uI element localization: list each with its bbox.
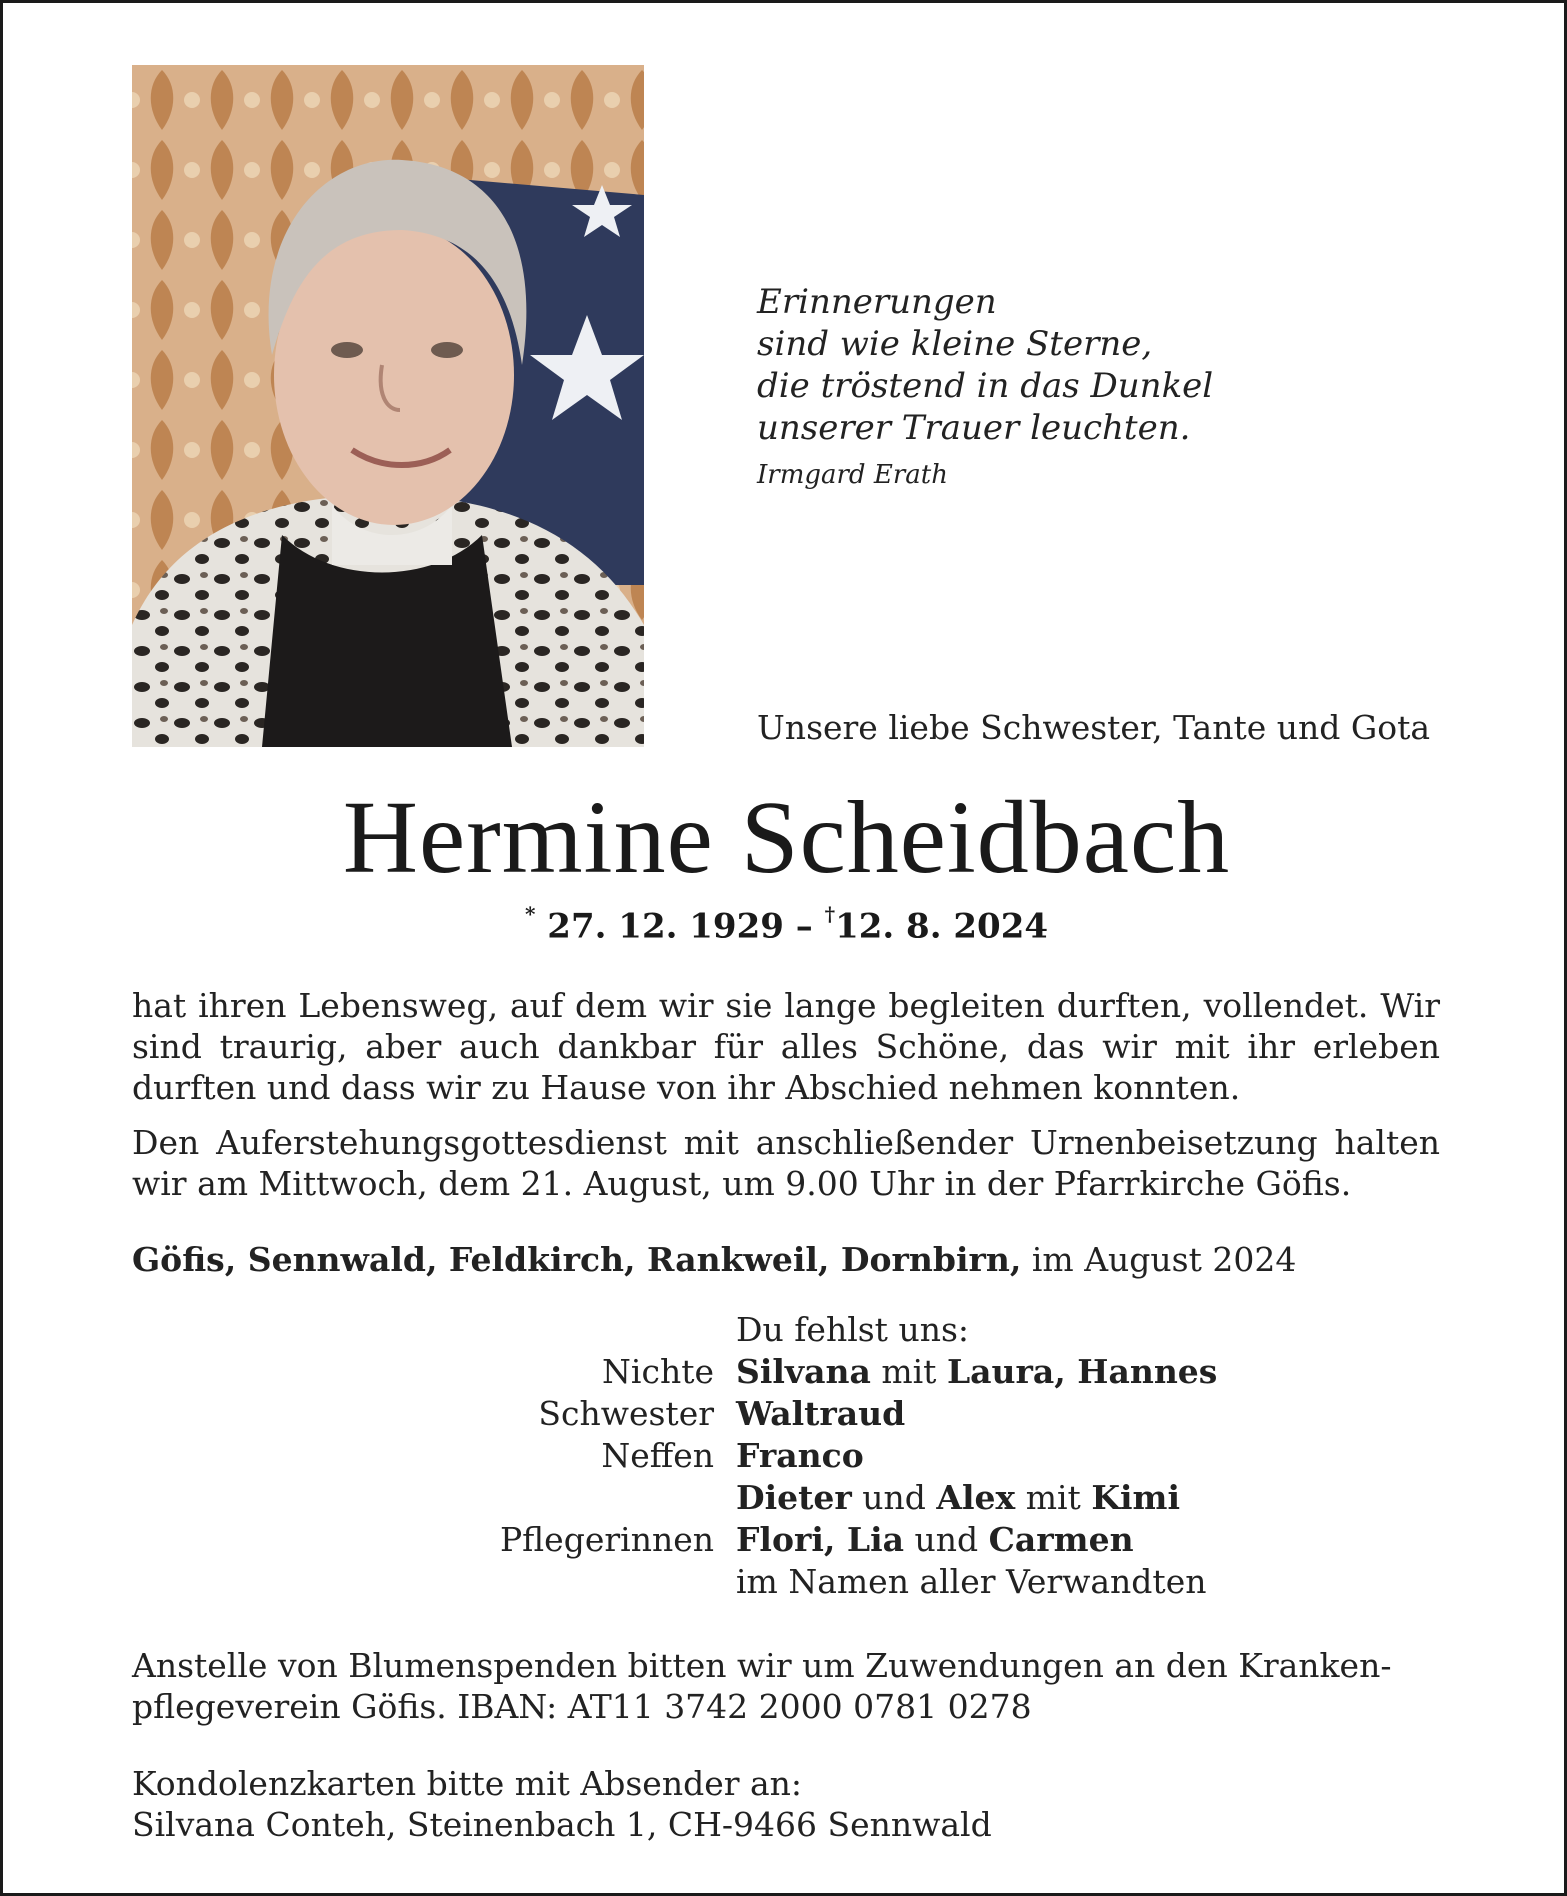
deceased-name: Hermine Scheidbach: [342, 780, 1231, 895]
quote-line: die tröstend in das Dunkel: [757, 366, 1214, 406]
family-row: [3, 1519, 1567, 1561]
family-relation: Schwester: [538, 1394, 714, 1433]
quote-line: unserer Trauer leuchten.: [757, 408, 1191, 448]
family-name-part: und: [904, 1520, 989, 1559]
family-name-part: Waltraud: [736, 1394, 906, 1433]
family-heading-row: [3, 1309, 1567, 1351]
donation-line: pflegeverein Göfis. IBAN: AT11 3742 2000 0781 0278: [132, 1687, 1032, 1726]
condolence-line: Silvana Conteh, Steinenbach 1, CH-9466 Sennwald: [132, 1805, 992, 1844]
family-name-part: Laura, Hannes: [946, 1352, 1218, 1391]
family-row: [3, 1561, 1567, 1603]
places-and-date: [132, 1240, 1296, 1279]
announcement-date: im August 2024: [1031, 1240, 1297, 1279]
family-name-part: Dieter: [736, 1478, 852, 1517]
family-name-part: im Namen aller Verwandten: [736, 1562, 1207, 1601]
date-separator: –: [795, 906, 813, 947]
family-name-part: Alex: [936, 1478, 1016, 1517]
life-dates: [3, 902, 1567, 947]
portrait-photo-icon: [132, 65, 644, 747]
family-name-part: Franco: [736, 1436, 864, 1475]
family-name-part: Carmen: [988, 1520, 1134, 1559]
announcement-paragraph: hat ihren Lebensweg, auf dem wir sie lange begleiten durften, vollendet. Wir sind traurig, aber auch dankbar für alles Schöne, das wir mit ihr erleben durften und dass wir zu Hause von ihr Abschied nehmen konnten.: [132, 986, 1440, 1107]
family-name-part: Flori, Lia: [736, 1520, 904, 1559]
family-name-part: und: [851, 1478, 937, 1517]
family-names: [736, 1519, 1567, 1561]
family-relation: Pflegerinnen: [499, 1520, 714, 1559]
family-relation: [3, 1477, 736, 1519]
family-names: [736, 1477, 1567, 1519]
family-row: [3, 1435, 1567, 1477]
portrait-photo: [132, 65, 644, 747]
intro-line: Unsere liebe Schwester, Tante und Gota: [757, 708, 1431, 747]
death-symbol: †: [824, 902, 836, 926]
memorial-quote: [757, 281, 1477, 491]
family-name-part: mit: [870, 1352, 947, 1391]
birth-date: 27. 12. 1929: [547, 906, 784, 947]
family-names: [736, 1393, 1567, 1435]
donation-line: Anstelle von Blumenspenden bitten wir um Zuwendungen an den Kranken-: [132, 1646, 1392, 1685]
family-names: [736, 1561, 1567, 1603]
family-row: [3, 1393, 1567, 1435]
places-list: Göfis, Sennwald, Feldkirch, Rankweil, Dornbirn,: [132, 1240, 1022, 1279]
quote-line: sind wie kleine Sterne,: [757, 324, 1153, 364]
condolence-address: [132, 1763, 1440, 1845]
family-row: [3, 1351, 1567, 1393]
family-list: [3, 1309, 1567, 1603]
family-names: [736, 1351, 1567, 1393]
condolence-line: Kondolenzkarten bitte mit Absender an:: [132, 1764, 803, 1803]
family-row: [3, 1477, 1567, 1519]
family-name-part: Kimi: [1091, 1478, 1180, 1517]
family-relation: Nichte: [602, 1352, 714, 1391]
family-heading: Du fehlst uns:: [736, 1310, 969, 1349]
birth-symbol: *: [524, 902, 536, 926]
family-relation: Neffen: [601, 1436, 714, 1475]
family-relation: [3, 1561, 736, 1603]
funeral-service-paragraph: Den Auferstehungsgottesdienst mit anschließender Urnenbeisetzung halten wir am Mittwoch, dem 21. August, um 9.00 Uhr in der Pfarrkirche Göfis.: [132, 1123, 1440, 1203]
donation-request: [132, 1645, 1440, 1727]
quote-author: Irmgard Erath: [757, 460, 948, 490]
family-names: [736, 1435, 1567, 1477]
family-name-part: mit: [1015, 1478, 1092, 1517]
quote-line: Erinnerungen: [757, 282, 997, 322]
family-name-part: Silvana: [736, 1352, 871, 1391]
death-date: 12. 8. 2024: [835, 906, 1049, 947]
